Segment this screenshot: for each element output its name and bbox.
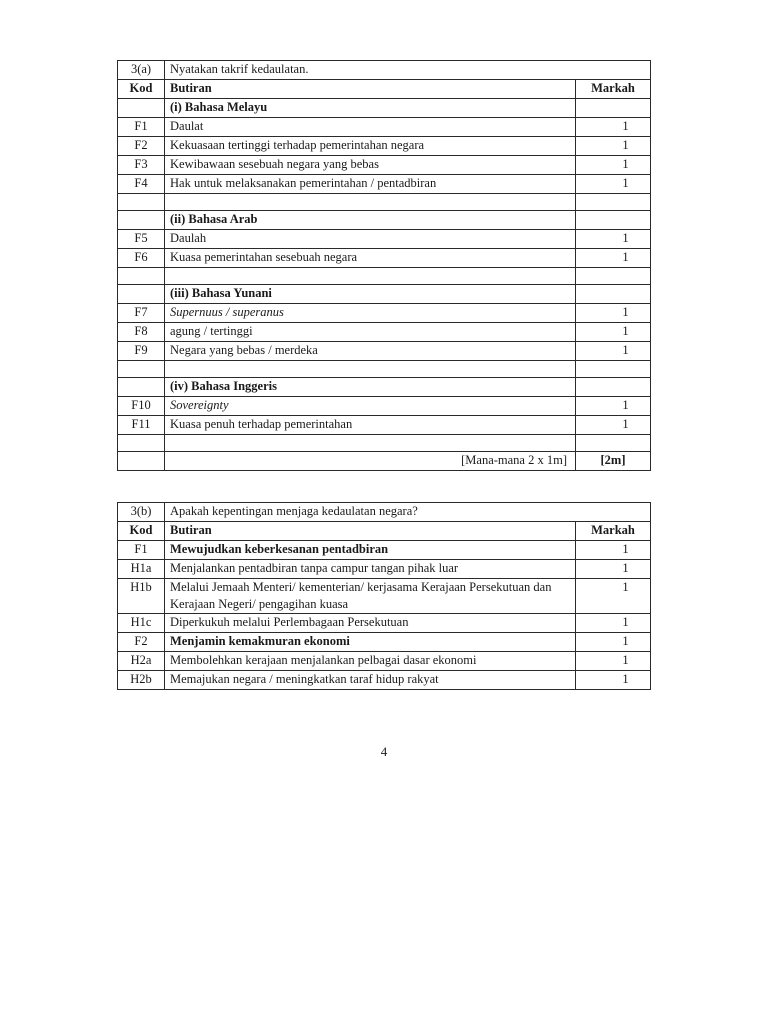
question-row <box>118 61 651 80</box>
row-mark: 1 <box>576 323 651 342</box>
table-row <box>118 137 651 156</box>
header-kod: Kod <box>118 80 165 99</box>
table-row <box>118 652 651 671</box>
question-code: 3(b) <box>118 503 165 522</box>
row-mark: 1 <box>576 118 651 137</box>
row-code: F2 <box>118 137 165 156</box>
table-row <box>118 541 651 560</box>
row-code: H2a <box>118 652 165 671</box>
footer-total: [2m] <box>576 452 651 471</box>
header-markah: Markah <box>576 80 651 99</box>
row-text: Memajukan negara / meningkatkan taraf hidup rakyat <box>165 671 576 690</box>
row-code: H2b <box>118 671 165 690</box>
table-3b <box>117 502 651 690</box>
table-row <box>118 230 651 249</box>
header-butiran: Butiran <box>165 522 576 541</box>
row-mark: 1 <box>576 614 651 633</box>
row-text: Kekuasaan tertinggi terhadap pemerintahan negara <box>165 137 576 156</box>
section-title: (iii) Bahasa Yunani <box>165 285 576 304</box>
row-code: F10 <box>118 397 165 416</box>
row-code: F5 <box>118 230 165 249</box>
table-row <box>118 397 651 416</box>
row-code: H1b <box>118 579 165 614</box>
blank-row <box>118 435 651 452</box>
row-text: Kewibawaan sesebuah negara yang bebas <box>165 156 576 175</box>
table-row <box>118 323 651 342</box>
row-code: H1c <box>118 614 165 633</box>
row-mark: 1 <box>576 304 651 323</box>
table-3a <box>117 60 651 471</box>
row-code: F8 <box>118 323 165 342</box>
table-row <box>118 342 651 361</box>
row-mark: 1 <box>576 249 651 268</box>
table-row <box>118 614 651 633</box>
row-code: F4 <box>118 175 165 194</box>
section-title: (i) Bahasa Melayu <box>165 99 576 118</box>
section-row <box>118 99 651 118</box>
row-text: Supernuus / superanus <box>165 304 576 323</box>
question-code: 3(a) <box>118 61 165 80</box>
row-mark: 1 <box>576 671 651 690</box>
row-mark: 1 <box>576 137 651 156</box>
blank-row <box>118 194 651 211</box>
table-row <box>118 579 651 614</box>
table-row <box>118 671 651 690</box>
question-text: Apakah kepentingan menjaga kedaulatan negara? <box>165 503 651 522</box>
row-text: Kuasa pemerintahan sesebuah negara <box>165 249 576 268</box>
row-mark: 1 <box>576 541 651 560</box>
row-text: Membolehkan kerajaan menjalankan pelbagai dasar ekonomi <box>165 652 576 671</box>
header-kod: Kod <box>118 522 165 541</box>
row-text: Menjalankan pentadbiran tanpa campur tangan pihak luar <box>165 560 576 579</box>
row-text: Sovereignty <box>165 397 576 416</box>
table-row <box>118 175 651 194</box>
question-text: Nyatakan takrif kedaulatan. <box>165 61 651 80</box>
row-code: F9 <box>118 342 165 361</box>
row-text: Daulat <box>165 118 576 137</box>
header-row <box>118 80 651 99</box>
table-row <box>118 156 651 175</box>
question-row <box>118 503 651 522</box>
row-code: F2 <box>118 633 165 652</box>
row-mark: 1 <box>576 560 651 579</box>
header-markah: Markah <box>576 522 651 541</box>
row-code: F1 <box>118 541 165 560</box>
table-row <box>118 560 651 579</box>
section-title: (ii) Bahasa Arab <box>165 211 576 230</box>
section-row <box>118 211 651 230</box>
row-code: F3 <box>118 156 165 175</box>
blank-row <box>118 268 651 285</box>
row-code: F6 <box>118 249 165 268</box>
footer-note: [Mana-mana 2 x 1m] <box>165 452 576 471</box>
section-row <box>118 285 651 304</box>
section-title: (iv) Bahasa Inggeris <box>165 378 576 397</box>
row-mark: 1 <box>576 579 651 614</box>
page-number: 4 <box>380 744 388 759</box>
table-row <box>118 118 651 137</box>
row-code: F7 <box>118 304 165 323</box>
table-row <box>118 633 651 652</box>
footer-row <box>118 452 651 471</box>
row-text: Diperkukuh melalui Perlembagaan Persekutuan <box>165 614 576 633</box>
table-row <box>118 249 651 268</box>
row-mark: 1 <box>576 342 651 361</box>
row-mark: 1 <box>576 397 651 416</box>
row-text: Daulah <box>165 230 576 249</box>
row-mark: 1 <box>576 230 651 249</box>
row-text: Mewujudkan keberkesanan pentadbiran <box>165 541 576 560</box>
section-row <box>118 378 651 397</box>
row-code: H1a <box>118 560 165 579</box>
row-text: agung / tertinggi <box>165 323 576 342</box>
row-mark: 1 <box>576 156 651 175</box>
row-text: Melalui Jemaah Menteri/ kementerian/ kerjasama Kerajaan Persekutuan dan Kerajaan Negeri/ pengagihan kuasa <box>165 579 576 614</box>
table-row <box>118 304 651 323</box>
row-mark: 1 <box>576 652 651 671</box>
row-text: Menjamin kemakmuran ekonomi <box>165 633 576 652</box>
row-text: Hak untuk melaksanakan pemerintahan / pentadbiran <box>165 175 576 194</box>
row-code: F11 <box>118 416 165 435</box>
header-row <box>118 522 651 541</box>
row-mark: 1 <box>576 416 651 435</box>
table-row <box>118 416 651 435</box>
row-text: Kuasa penuh terhadap pemerintahan <box>165 416 576 435</box>
header-butiran: Butiran <box>165 80 576 99</box>
row-code: F1 <box>118 118 165 137</box>
row-mark: 1 <box>576 175 651 194</box>
row-mark: 1 <box>576 633 651 652</box>
row-text: Negara yang bebas / merdeka <box>165 342 576 361</box>
blank-row <box>118 361 651 378</box>
